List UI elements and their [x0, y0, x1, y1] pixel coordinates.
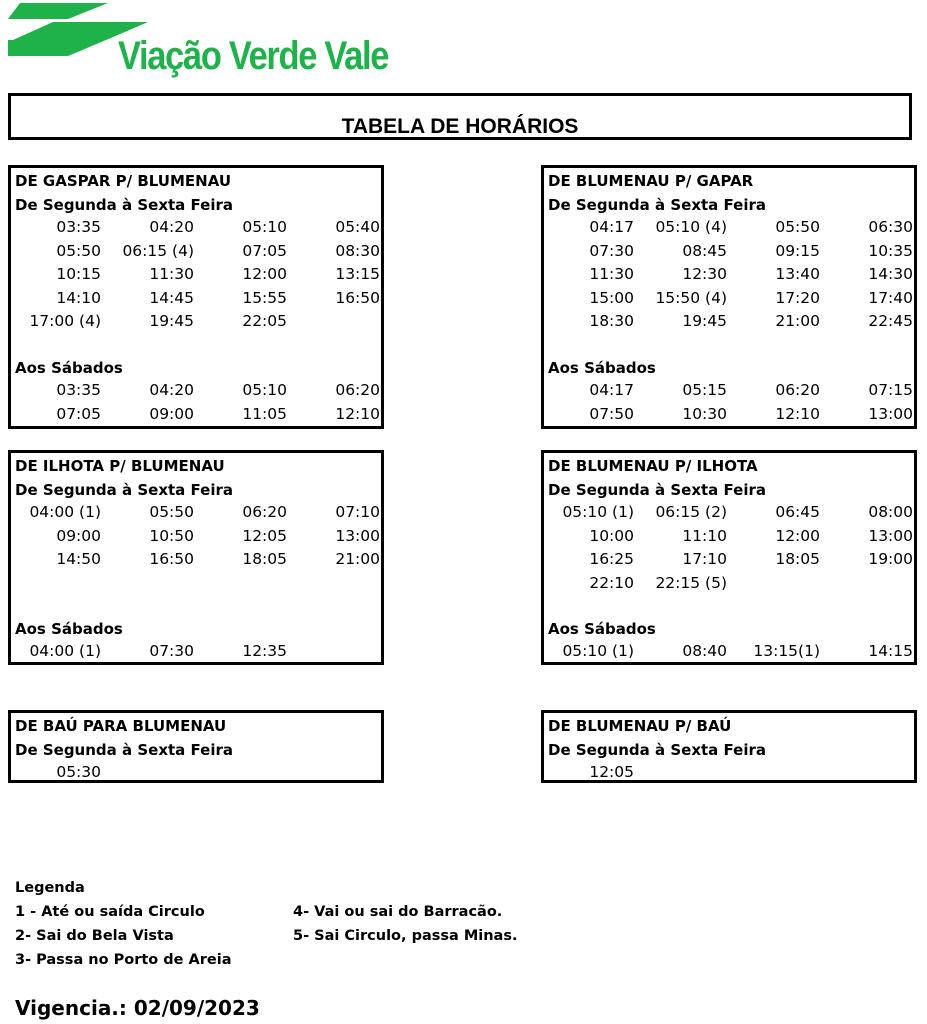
departure-time: 15:00 [589, 288, 634, 307]
departure-time: 06:20 [335, 381, 380, 399]
departure-time: 21:00 [335, 550, 380, 568]
departure-time: 05:50 [56, 241, 101, 260]
schedule-row [544, 642, 914, 664]
departure-time: 21:00 [775, 312, 820, 330]
departure-time: 05:10 (4) [655, 218, 727, 236]
departure-time: 10:50 [149, 526, 194, 545]
departure-time: 04:00 (1) [29, 503, 101, 521]
departure-time: 17:00 (4) [29, 312, 101, 330]
departure-time: 06:30 [868, 218, 913, 236]
departure-time: 08:00 [868, 503, 913, 521]
route-box [541, 165, 917, 429]
departure-time: 08:45 [682, 241, 727, 260]
route-box [541, 450, 917, 665]
route-title: DE BLUMENAU P/ ILHOTA [548, 457, 758, 475]
departure-time: 07:05 [242, 241, 287, 260]
departure-time: 12:00 [242, 265, 287, 283]
departure-time: 16:50 [335, 288, 380, 307]
departure-time: 09:00 [56, 526, 101, 545]
departure-time: 04:00 (1) [29, 642, 101, 660]
route-box [8, 710, 384, 783]
weekday-label: De Segunda à Sexta Feira [548, 741, 766, 759]
route-box [8, 450, 384, 665]
departure-time: 17:10 [682, 550, 727, 568]
departure-time: 06:15 (4) [122, 241, 194, 260]
departure-time: 22:05 [242, 312, 287, 330]
departure-time: 19:00 [868, 550, 913, 568]
schedule-row [11, 527, 381, 549]
departure-time: 15:50 (4) [655, 288, 727, 307]
route-title: DE GASPAR P/ BLUMENAU [15, 172, 232, 190]
legend-item-5: 5- Sai Circulo, passa Minas. [293, 928, 518, 944]
departure-time: 12:10 [335, 404, 380, 423]
departure-time: 13:00 [868, 526, 913, 545]
weekday-label: De Segunda à Sexta Feira [15, 741, 233, 759]
schedule-row [11, 550, 381, 572]
schedule-row [11, 381, 381, 403]
departure-time: 05:50 [775, 218, 820, 236]
schedule-row [11, 265, 381, 287]
schedule-row [544, 763, 914, 785]
schedule-row [544, 381, 914, 403]
brand-name: Viação Verde Vale [118, 34, 389, 78]
departure-time: 04:17 [589, 218, 634, 236]
saturday-label: Aos Sábados [15, 620, 123, 638]
departure-time: 12:05 [242, 526, 287, 545]
legend-item-3: 3- Passa no Porto de Areia [15, 952, 232, 968]
departure-time: 04:17 [589, 381, 634, 399]
departure-time: 18:30 [589, 312, 634, 330]
departure-time: 09:15 [775, 241, 820, 260]
departure-time: 14:15 [868, 642, 913, 660]
departure-time: 04:20 [149, 381, 194, 399]
departure-time: 07:30 [589, 241, 634, 260]
departure-time: 14:10 [56, 288, 101, 307]
departure-time: 03:35 [56, 218, 101, 236]
departure-time: 12:30 [682, 265, 727, 283]
page-title: TABELA DE HORÁRIOS [341, 115, 579, 138]
departure-time: 19:45 [682, 312, 727, 330]
departure-time: 16:50 [149, 550, 194, 568]
schedule-row [544, 503, 914, 525]
schedule-row [11, 763, 381, 785]
saturday-label: Aos Sábados [15, 359, 123, 377]
departure-time: 10:15 [56, 265, 101, 283]
departure-time: 18:05 [775, 550, 820, 568]
departure-time: 05:30 [56, 763, 101, 781]
departure-time: 11:10 [682, 526, 727, 545]
departure-time: 06:45 [775, 503, 820, 521]
timetable-title-box [8, 93, 912, 140]
departure-time: 15:55 [242, 288, 287, 307]
route-title: DE ILHOTA P/ BLUMENAU [15, 457, 225, 475]
schedule-row [544, 218, 914, 240]
departure-time: 06:20 [242, 503, 287, 521]
legend-item-4: 4- Vai ou sai do Barracão. [293, 904, 503, 920]
departure-time: 07:05 [56, 404, 101, 423]
schedule-row [11, 642, 381, 664]
schedule-row [544, 550, 914, 572]
departure-time: 08:30 [335, 241, 380, 260]
departure-time: 19:45 [149, 312, 194, 330]
legend-title: Legenda [15, 880, 85, 896]
weekday-label: De Segunda à Sexta Feira [15, 196, 233, 214]
weekday-label: De Segunda à Sexta Feira [15, 481, 233, 499]
departure-time: 12:00 [775, 526, 820, 545]
departure-time: 14:30 [868, 265, 913, 283]
departure-time: 09:00 [149, 404, 194, 423]
departure-time: 05:10 [242, 381, 287, 399]
departure-time: 22:15 (5) [655, 573, 727, 592]
departure-time: 07:10 [335, 503, 380, 521]
saturday-label: Aos Sábados [548, 359, 656, 377]
route-title: DE BLUMENAU P/ BAÚ [548, 717, 732, 735]
departure-time: 07:30 [149, 642, 194, 660]
schedule-row [11, 503, 381, 525]
departure-time: 13:15 [335, 265, 380, 283]
departure-time: 05:10 [242, 218, 287, 236]
vigencia-date: Vigencia.: 02/09/2023 [15, 996, 260, 1020]
departure-time: 17:40 [868, 288, 913, 307]
route-title: DE BLUMENAU P/ GAPAR [548, 172, 754, 190]
departure-time: 08:40 [682, 642, 727, 660]
departure-time: 05:10 (1) [562, 642, 634, 660]
departure-time: 16:25 [589, 550, 634, 568]
route-title: DE BAÚ PARA BLUMENAU [15, 717, 227, 735]
schedule-row [544, 289, 914, 311]
brand-logo [8, 0, 389, 86]
schedule-row [544, 527, 914, 549]
schedule-row [544, 265, 914, 287]
departure-time: 11:30 [589, 265, 634, 283]
saturday-label: Aos Sábados [548, 620, 656, 638]
schedule-row [11, 242, 381, 264]
departure-time: 05:15 [682, 381, 727, 399]
weekday-label: De Segunda à Sexta Feira [548, 196, 766, 214]
departure-time: 06:20 [775, 381, 820, 399]
departure-time: 11:30 [149, 265, 194, 283]
schedule-row [544, 312, 914, 334]
departure-time: 10:00 [589, 526, 634, 545]
departure-time: 11:05 [242, 404, 287, 423]
departure-time: 17:20 [775, 288, 820, 307]
route-box [541, 710, 917, 783]
departure-time: 06:15 (2) [655, 503, 727, 521]
weekday-label: De Segunda à Sexta Feira [548, 481, 766, 499]
departure-time: 05:50 [149, 503, 194, 521]
departure-time: 10:35 [868, 241, 913, 260]
departure-time: 18:05 [242, 550, 287, 568]
departure-time: 03:35 [56, 381, 101, 399]
schedule-row [11, 218, 381, 240]
schedule-row [11, 312, 381, 334]
departure-time: 12:05 [589, 763, 634, 781]
schedule-row [544, 242, 914, 264]
departure-time: 14:45 [149, 288, 194, 307]
departure-time: 13:00 [335, 526, 380, 545]
departure-time: 22:10 [589, 573, 634, 592]
departure-time: 04:20 [149, 218, 194, 236]
departure-time: 10:30 [682, 404, 727, 423]
departure-time: 07:50 [589, 404, 634, 423]
departure-time: 13:40 [775, 265, 820, 283]
schedule-row [544, 405, 914, 427]
departure-time: 14:50 [56, 550, 101, 568]
departure-time: 13:00 [868, 404, 913, 423]
departure-time: 12:35 [242, 642, 287, 660]
schedule-row [11, 405, 381, 427]
departure-time: 12:10 [775, 404, 820, 423]
departure-time: 05:10 (1) [562, 503, 634, 521]
departure-time: 13:15(1) [753, 642, 820, 660]
route-box [8, 165, 384, 429]
legend-item-1: 1 - Até ou saída Circulo [15, 904, 205, 920]
legend-item-2: 2- Sai do Bela Vista [15, 928, 174, 944]
schedule-row [544, 574, 914, 596]
schedule-row [11, 289, 381, 311]
departure-time: 07:15 [868, 381, 913, 399]
departure-time: 05:40 [335, 218, 380, 236]
departure-time: 22:45 [868, 312, 913, 330]
